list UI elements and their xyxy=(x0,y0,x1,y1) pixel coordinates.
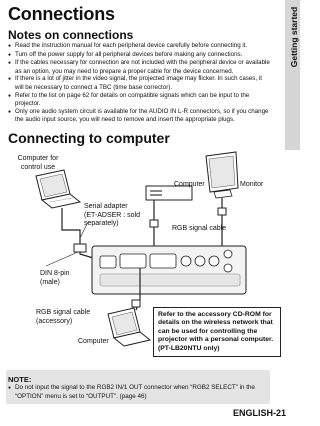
page-title: Connections xyxy=(8,4,115,24)
cdrom-info-box: Refer to the accessory CD-ROM for details on the wireless network that can be used for controlling the projector with a personal computer. (PT-LB20NTU only) xyxy=(153,307,281,357)
laptop-bottom-icon xyxy=(108,308,150,346)
side-tab xyxy=(285,0,300,150)
label-serial-adapter: Serial adapter (ET-ADSER : sold separately) xyxy=(84,203,141,227)
note-text: ● Do not input the signal to the RGB2 IN/1 OUT connector when “RGB2 SELECT” in the “OPTION” menu is set to “OUTPUT”. (page 46) xyxy=(8,384,273,401)
page-footer: ENGLISH-21 xyxy=(232,408,286,418)
list-item: ● If there is a lot of jitter in the video signal, the projected image may flicker. In such cases, it will be necessary to connect a TBC (time base corrector). xyxy=(8,75,272,91)
notes-heading: Notes on connections xyxy=(8,28,134,42)
label-computer-control: Computer for control use xyxy=(17,155,59,171)
label-computer-top: Computer xyxy=(174,181,205,188)
list-item: ● Read the instruction manual for each peripheral device carefully before connecting it. xyxy=(8,42,272,51)
list-item: ● If the cables necessary for connection are not included with the peripheral device or available as an option, you may need to prepare a proper cable for the device concerned. xyxy=(8,59,272,75)
note-title: NOTE: xyxy=(8,375,32,384)
label-rgb-cable-top: RGB signal cable xyxy=(172,225,227,232)
label-computer-bottom: Computer xyxy=(78,338,109,345)
laptop-control-icon xyxy=(36,170,80,208)
label-rgb-cable-bottom: RGB signal cable (accessory) xyxy=(36,309,91,325)
label-din-pin: DIN 8-pin (male) xyxy=(40,270,70,286)
section-heading: Connecting to computer xyxy=(8,130,170,146)
notes-list xyxy=(8,42,272,124)
list-item: ● Refer to the list on page 62 for details on compatible signals which can be input to the projector. xyxy=(8,92,272,108)
label-monitor: Monitor xyxy=(240,181,264,188)
monitor-icon xyxy=(206,152,238,198)
list-item: ● Only one audio system circuit is available for the AUDIO IN L-R connectors, so if you change the audio input source, you will need to remove and insert the appropriate plugs. xyxy=(8,108,272,124)
projector-panel xyxy=(92,246,246,294)
list-item: ● Turn off the power supply for all peripheral devices before making any connections. xyxy=(8,51,272,60)
side-tab-label: Getting started xyxy=(289,6,299,68)
